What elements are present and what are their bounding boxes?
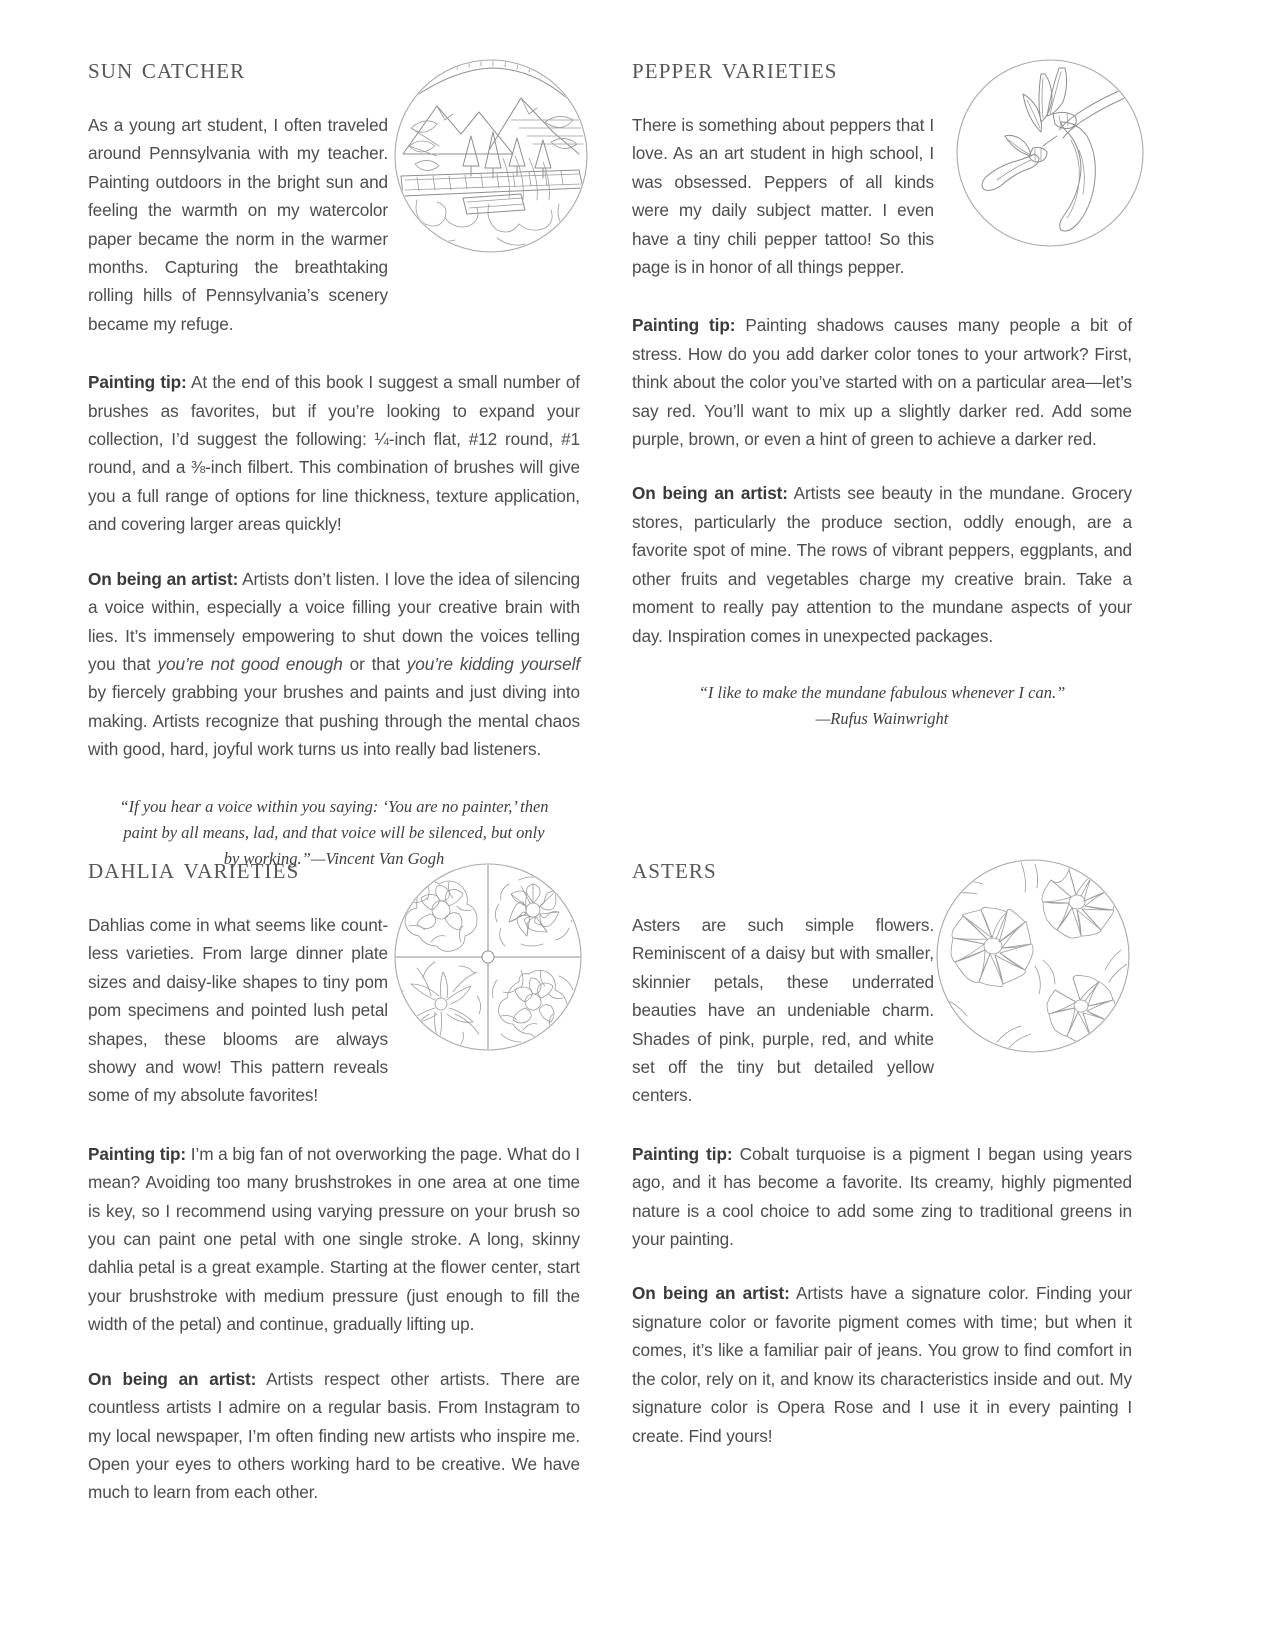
- painting-tip-text: At the end of this book I suggest a small number of brushes as favorites, but if you’re looking to expand your collection, I’d suggest the following: ¼-inch flat, #12 round, #1 round, and a ⅜-inch filbert. This combination of brushes will give you a full range of options for line thickness, texture application, and covering larger areas quickly!: [88, 372, 580, 535]
- artist-text-part1: Artists don’t listen. I love the idea of silencing a voice within, especially a voice filling your creative brain with lies. It’s immensely empowering to shut down the voices telling you that: [88, 568, 580, 674]
- four-dahlia-blooms-quadrant-icon: [393, 862, 583, 1052]
- painting-tip-pepper: [632, 311, 1132, 453]
- artist-emphasis-1: you’re not good enough: [157, 653, 343, 674]
- on-being-an-artist-pepper: [632, 479, 1132, 649]
- painting-tip-dahlia: [88, 1140, 580, 1339]
- artist-emphasis-2: you’re kidding yourself: [406, 653, 580, 674]
- artist-text: Artists have a signature color. Finding your signature color or favorite pigment comes with time; but when it comes, it’s like a familiar pair of jeans. You grow to find comfort in the color, rely on it, and know its characteristics inside and out. My signature color is Opera Rose and I use it in every painting I create. Find yours!: [632, 1283, 1132, 1446]
- aster-flowers-icon: [935, 858, 1131, 1054]
- mountain-landscape-sun-catcher-icon: [393, 58, 589, 254]
- painting-tip-text: Cobalt turquoise is a pigment I began using years ago, and it has become a favorite. Its creamy, highly pigmented nature is a cool choice to add some zing to traditional greens in your painting.: [632, 1143, 1133, 1250]
- section-heading-sun-catcher: sun catcher: [88, 52, 246, 85]
- on-being-an-artist-sun-catcher: [88, 565, 580, 764]
- spacer: [632, 1110, 1132, 1140]
- artist-text-part3: by fiercely grabbing your brushes and paints and just diving into making. Artists recognize that pushing through the mental chaos with good, hard, joyful work turns us into really bad listeners.: [88, 682, 580, 760]
- painting-tip-label: Painting tip:: [88, 1143, 187, 1164]
- intro-paragraph-asters: Asters are such simple flowers. Reminiscent of a daisy but with smaller, skinnier petals, these underrated beauties have an undeniable charm. Shades of pink, purple, red, and white set off the tiny but detailed yellow centers.: [632, 915, 934, 1106]
- painting-tip-label: Painting tip:: [632, 315, 736, 336]
- quote-attribution: —Rufus Wainwright: [815, 708, 949, 728]
- artist-text: Artists respect other artists. There are countless artists I admire on a regular basis. From Instagram to my local newspaper, I’m often finding new artists who inspire me. Open your eyes to others working hard to be creative. We have much to learn from each other.: [88, 1368, 580, 1503]
- intro-paragraph-sun-catcher: As a young art student, I often traveled around Pennsylvania with my teacher. Painting outdoors in the bright sun and feeling the warmth on my watercolor paper became the norm in the warmer months. Capturing the breathtaking rolling hills of Pennsylvania’s scenery became my refuge.: [88, 115, 388, 334]
- chili-peppers-icon: [955, 58, 1145, 248]
- artist-text: Artists see beauty in the mundane. Grocery stores, particularly the produce section, oddly enough, are a favorite spot of mine. The rows of vibrant peppers, eggplants, and other fruits and vegetables charge my creative brain. Take a moment to really pay attention to the mundane aspects of your day. Inspiration comes in unexpected packages.: [632, 483, 1133, 646]
- pull-quote-van-gogh: “If you hear a voice within you saying: ‘You are no painter,’ then paint by all means, lad, and that voice will be silenced, but only by working.”—Vincent Van Gogh: [119, 796, 549, 868]
- artist-label: On being an artist:: [632, 1283, 790, 1304]
- painting-tip-text: Painting shadows causes many people a bit of stress. How do you add darker color tones to your artwork? First, think about the color you’ve started with on a particular area—let’s say red. You’ll want to mix up a slightly darker red. Add some purple, brown, or even a hint of green to achieve a darker red.: [632, 315, 1133, 450]
- painting-tip-text: I’m a big fan of not overworking the page. What do I mean? Avoiding too many brushstrokes in one area at one time is key, so I recommend using varying pressure on your brush so you can paint one petal with one single stroke. A long, skinny dahlia petal is a great example. Starting at the flower center, start your brushstroke with medium pressure (just enough to fill the width of the petal) and continue, gradually lifting up.: [88, 1143, 580, 1335]
- spacer: [88, 338, 580, 368]
- spacer: [88, 1110, 580, 1140]
- painting-tip-asters: [632, 1140, 1132, 1254]
- spacer: [632, 281, 1132, 311]
- quote-text: “I like to make the mundane fabulous whenever I can.”: [698, 682, 1066, 702]
- on-being-an-artist-dahlia: [88, 1365, 580, 1507]
- section-heading-pepper-varieties: pepper varieties: [632, 52, 838, 85]
- painting-tip-label: Painting tip:: [632, 1143, 733, 1164]
- artist-label: On being an artist:: [88, 1368, 257, 1389]
- section-heading-dahlia-varieties: dahlia varieties: [88, 852, 300, 885]
- section-heading-asters: asters: [632, 852, 717, 885]
- artist-text-part2: or that: [342, 653, 407, 674]
- intro-paragraph-dahlia: Dahlias come in what seems like count-less varieties. From large dinner plate sizes and daisy-like shapes to tiny pom pom specimens and pointed lush petal shapes, these blooms are always showy and wow! This pattern reveals some of my absolute favorites!: [88, 915, 388, 1106]
- artist-label: On being an artist:: [88, 568, 239, 589]
- painting-tip-sun-catcher: [88, 368, 580, 538]
- intro-paragraph-pepper: There is something about peppers that I love. As an art student in high school, I was obsessed. Peppers of all kinds were my daily subject matter. I even have a tiny chili pepper tattoo! So this page is in honor of all things pepper.: [632, 115, 934, 278]
- on-being-an-artist-asters: [632, 1279, 1132, 1449]
- artist-label: On being an artist:: [632, 483, 788, 504]
- painting-tip-label: Painting tip:: [88, 372, 187, 393]
- pull-quote-rufus-wainwright: [632, 680, 1132, 732]
